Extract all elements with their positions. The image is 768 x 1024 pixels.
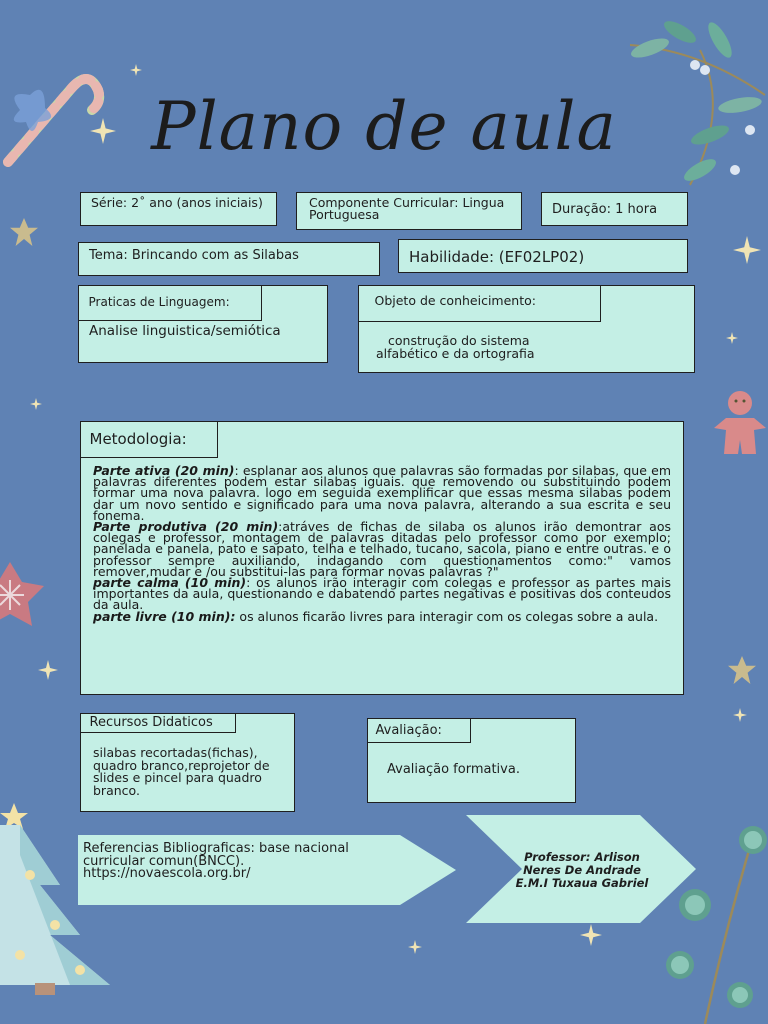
metodologia-heading: Parte ativa (20 min) <box>93 463 235 478</box>
metodologia-paragraph <box>93 465 671 521</box>
metodologia-paragraph <box>93 521 671 577</box>
componente-text: Componente Curricular: Lingua Portuguesa <box>309 195 505 222</box>
page-title: Plano de aula <box>151 88 617 165</box>
professor-text <box>502 851 662 890</box>
metodologia-body: os alunos ficarão livres para interagir com os colegas sobre a aula. <box>235 608 659 624</box>
duracao-text: Duração: 1 hora <box>552 202 658 217</box>
metodologia-body: : esplanar aos alunos que palavras são formadas por silabas, que em palavras diferentes podem estar silabas iguais. que removendo ou substituindo podem formar uma nova palavra. logo em seguida exemplificar que essas mesma silabas podem dar um novo sentido e significado para uma nova palavra, alterando a sua escrita e seu fonema. <box>93 463 671 523</box>
star-icon <box>408 940 422 954</box>
avaliacao-value: Avaliação formativa. <box>387 762 520 777</box>
metodologia-body: : os alunos irão interagir com colegas e professor as partes mais importantes da aula, questionando e dabatendo partes negativas e positivas dos conteudos da aula. <box>93 575 671 613</box>
recursos-label: Recursos Didaticos <box>89 714 213 730</box>
professor-surname: Neres De Andrade <box>523 863 641 877</box>
avaliacao-label-tab <box>367 718 471 743</box>
professor-name: Professor: Arlison <box>524 850 640 864</box>
habilidade-box <box>398 239 688 273</box>
objeto-label: Objeto de conheicimento: <box>374 292 536 308</box>
metodologia-body: :atráves de fichas de silaba os alunos irão demontrar aos colegas e professor, montagem de palavras ditadas pelo professor como por exemplo; panelada e panela, pato e sapato, telha e telhado, tucano, sacola, piano e entre outras. e o professor sempre auxiliando, indagando com questionamentos como:" vamos remover,mudar e /ou substitui-las para formar novas palavras ?" <box>93 519 672 579</box>
praticas-label-tab <box>78 285 262 321</box>
serie-text: Série: 2˚ ano (anos iniciais) <box>91 195 263 210</box>
duracao-box <box>541 192 688 226</box>
recursos-value: silabas recortadas(fichas), quadro branco,reprojetor de slides e pincel para quadro branco. <box>93 745 270 798</box>
recursos-label-tab <box>80 713 236 733</box>
praticas-value: Analise linguistica/semiótica <box>89 323 281 339</box>
gingerbread-icon <box>712 388 768 458</box>
school-name: E.M.I Tuxaua Gabriel <box>515 876 649 890</box>
habilidade-text: Habilidade: (EF02LP02) <box>409 248 585 266</box>
star-icon <box>30 398 42 410</box>
recursos-box <box>80 713 295 812</box>
star-icon <box>580 924 602 946</box>
componente-box <box>296 192 522 230</box>
metodologia-label-tab <box>80 421 218 458</box>
avaliacao-label: Avaliação: <box>375 722 442 738</box>
star-icon <box>733 708 747 722</box>
avaliacao-box <box>367 718 576 803</box>
star-icon <box>10 218 38 246</box>
star-icon <box>38 660 58 680</box>
metodologia-paragraph <box>93 608 671 624</box>
referencias-text: Referencias Bibliograficas: base nacional curricular comun(BNCC). https://novaescola.org.br/ <box>83 841 349 881</box>
objeto-box <box>358 285 695 373</box>
tema-text: Tema: Brincando com as Silabas <box>89 248 299 263</box>
metodologia-heading: parte calma (10 min) <box>93 575 247 591</box>
objeto-value: construção do sistema alfabético e da ortografia <box>376 333 535 361</box>
tema-box <box>78 242 380 276</box>
star-icon <box>130 64 142 76</box>
metodologia-text <box>93 465 671 622</box>
metodologia-heading: Parte produtiva (20 min) <box>93 519 279 535</box>
metodologia-heading: parte livre (10 min): <box>93 608 236 624</box>
star-icon <box>726 332 738 344</box>
star-icon <box>728 656 756 684</box>
metodologia-label: Metodologia: <box>89 429 187 448</box>
snowflake-star-icon <box>0 560 48 630</box>
metodologia-paragraph <box>93 577 671 611</box>
serie-box <box>80 192 277 226</box>
star-icon <box>733 236 761 264</box>
praticas-label: Praticas de Linguagem: <box>88 294 230 309</box>
praticas-box <box>78 285 328 363</box>
objeto-label-tab <box>358 285 601 322</box>
